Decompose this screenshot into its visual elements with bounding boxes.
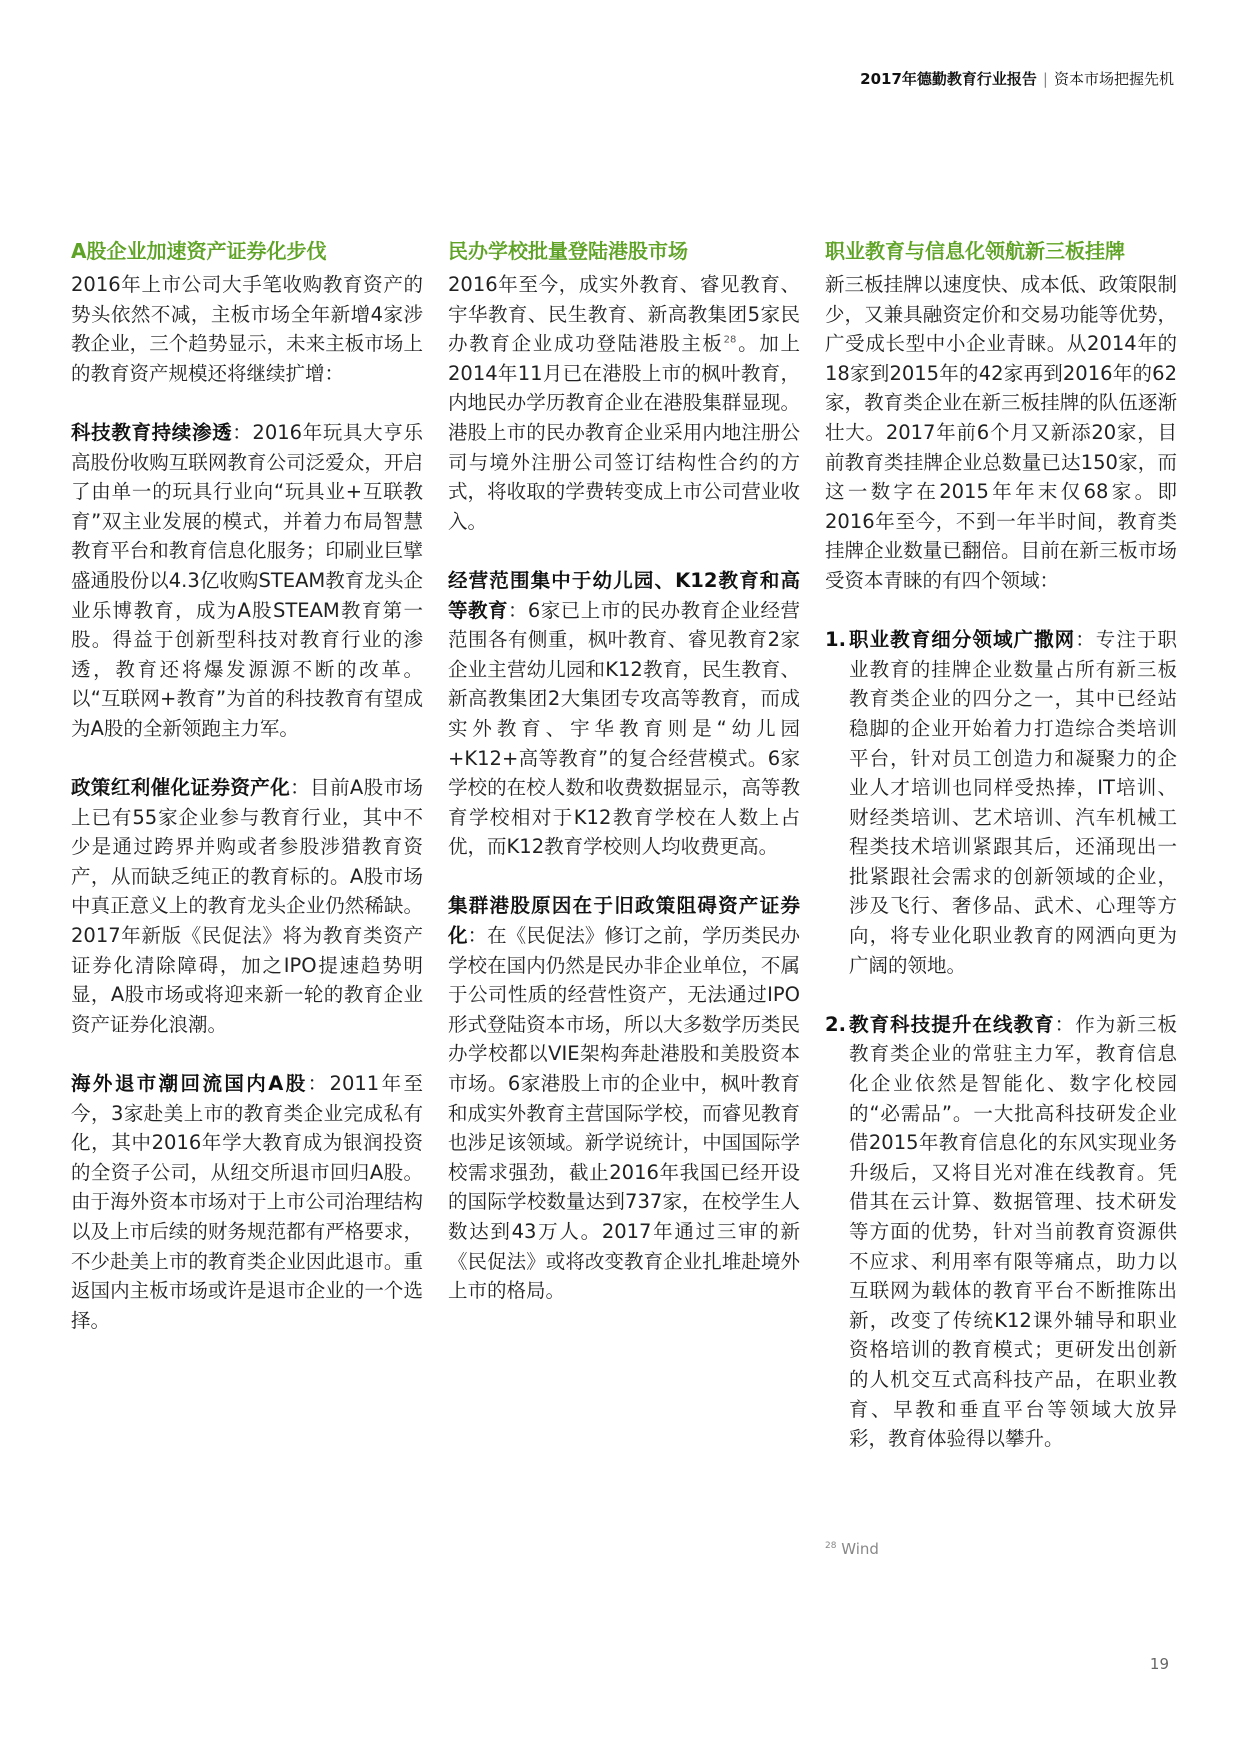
paragraph-tech-education: 科技教育持续渗透：2016年玩具大亨乐高股份收购互联网教育公司泛爱众，开启了由单一的玩具行业向“玩具业+互联教育”双主业发展的模式，并着力布局智慧教育平台和教育信息化服务；印刷业巨擘盛通股份以4.3亿收购STEAM教育龙头企业乐博教育，成为A股STEAM教育第一股。得益于创新型科技对教育行业的渗透，教育还将爆发源源不断的改革。以“互联网+教育”为首的科技教育有望成为A股的全新领跑主力军。 xyxy=(71,420,423,740)
list-item-edtech: 2. 教育科技提升在线教育：作为新三板教育类企业的常驻主力军，教育信息化企业依然是智能化、数字化校园的“必需品”。一大批高科技研发企业借2015年教育信息化的东风实现业务升级后，又将目光对准在线教育。凭借其在云计算、数据管理、技术研发等方面的优势，针对当前教育资源供不应求、利用率有限等痛点，助力以互联网为载体的教育平台不断推陈出新，改变了传统K12课外辅导和职业资格培训的教育模式；更研发出创新的人机交互式高科技产品，在职业教育、早教和垂直平台等领域大放异彩，教育体验得以攀升。 xyxy=(825,1010,1177,1454)
footnote-marker: 28 xyxy=(825,1541,837,1551)
column-neeq xyxy=(825,239,1177,1483)
list-number: 1. xyxy=(825,628,846,652)
list-number: 2. xyxy=(825,1012,846,1036)
paragraph-delisting: 海外退市潮回流国内A股：2011年至今，3家赴美上市的教育类企业完成私有化，其中2016年学大教育成为银润投资的全资子公司，从纽交所退市回归A股。由于海外资本市场对于上市公司治理结构以及上市后续的财务规范都有严格要求，不少赴美上市的教育类企业因此退市。重返国内主板市场或许是退市企业的一个选择。 xyxy=(71,1072,423,1332)
column-a-share xyxy=(71,239,423,1365)
bold-lead: 集群港股原因在于旧政策阻碍资产证券化 xyxy=(448,894,800,948)
report-subtitle: 资本市场把握先机 xyxy=(1053,70,1174,88)
paragraph-business-scope: 经营范围集中于幼儿园、K12教育和高等教育：6家已上市的民办教育企业经营范围各有侧重，枫叶教育、睿见教育2家企业主营幼儿园和K12教育，民生教育、新高教集团2大集团专攻高等教育，而成实外教育、宇华教育则是“幼儿园+K12+高等教育”的复合经营模式。6家学校的在校人数和收费数据显示，高等教育学校相对于K12教育学校在人数上占优，而K12教育学校则人均收费更高。 xyxy=(448,568,800,859)
list-item-vocational: 1. 职业教育细分领域广撒网：专注于职业教育的挂牌企业数量占所有新三板教育类企业的四分之一，其中已经站稳脚的企业开始着力打造综合类培训平台，针对员工创造力和凝聚力的企业人才培训也同样受热捧，IT培训、财经类培训、艺术培训、汽车机械工程类技术培训紧跟其后，还涌现出一批紧跟社会需求的创新领域的企业，涉及飞行、奢侈品、武术、心理等方向，将专业化职业教育的网洒向更为广阔的领地。 xyxy=(825,625,1177,980)
report-title: 2017年德勤教育行业报告 xyxy=(860,70,1037,88)
page-header xyxy=(860,68,1174,89)
paragraph-hk-cluster-reason: 集群港股原因在于旧政策阻碍资产证券化：在《民促法》修订之前，学历类民办学校在国内仍然是民办非企业单位，不属于公司性质的经营性资产，无法通过IPO形式登陆资本市场，所以大多数学历类民办学校都以VIE架构奔赴港股和美股资本市场。6家港股上市的企业中，枫叶教育和成实外教育主营国际学校，而睿见教育也涉足该领域。新学说统计，中国国际学校需求强劲，截止2016年我国已经开设的国际学校数量达到737家，在校学生人数达到43万人。2017年通过三审的新《民促法》或将改变教育企业扎堆赴境外上市的格局。 xyxy=(448,894,800,1303)
footnote-text: Wind xyxy=(836,1540,879,1558)
paragraph-intro: 2016年至今，成实外教育、睿见教育、宇华教育、民生教育、新高教集团5家民办教育企业成功登陆港股主板$^{28}$。加上2014年11月已在港股上市的枫叶教育，内地民办学历教育企业在港股集群显现。港股上市的民办教育企业采用内地注册公司与境外注册公司签订结构性合约的方式，将收取的学费转变成上市公司营业收入。 xyxy=(448,273,800,533)
column-hk-listing xyxy=(448,239,800,1335)
header-separator: | xyxy=(1042,70,1048,88)
bold-lead: 教育科技提升在线教育 xyxy=(849,1012,1055,1036)
bold-lead: 经营范围集中于幼儿园、K12教育和高等教育 xyxy=(448,568,800,622)
paragraph-intro: 新三板挂牌以速度快、成本低、政策限制少，又兼具融资定价和交易功能等优势，广受成长型中小企业青睐。从2014年的18家到2015年的42家再到2016年的62家，教育类企业在新三板挂牌的队伍逐渐壮大。2017年前6个月又新添20家，目前教育类挂牌企业总数量已达150家，而这一数字在2015年年末仅68家。即2016年至今，不到一年半时间，教育类挂牌企业数量已翻倍。目前在新三板市场受资本青睐的有四个领域： xyxy=(825,273,1177,592)
footnote-ref[interactable]: 28 xyxy=(723,334,737,346)
section-heading-a-share: A股企业加速资产证券化步伐 xyxy=(71,239,327,263)
footnote xyxy=(825,1540,879,1558)
bold-lead: 职业教育细分领域广撒网 xyxy=(849,628,1076,652)
bold-lead: 科技教育持续渗透 xyxy=(71,420,233,444)
page-number: 19 xyxy=(1149,1655,1169,1673)
bold-lead: 政策红利催化证券资产化 xyxy=(71,776,291,800)
bold-lead: 海外退市潮回流国内A股 xyxy=(71,1072,308,1096)
paragraph-policy: 政策红利催化证券资产化：目前A股市场上已有55家企业参与教育行业，其中不少是通过跨界并购或者参股涉猎教育资产，从而缺乏纯正的教育标的。A股市场中真正意义上的教育龙头企业仍然稀缺。2017年新版《民促法》将为教育类资产证券化清除障碍，加之IPO提速趋势明显，A股市场或将迎来新一轮的教育企业资产证券化浪潮。 xyxy=(71,776,423,1036)
section-heading-hk-listing: 民办学校批量登陆港股市场 xyxy=(448,239,688,263)
paragraph-intro: 2016年上市公司大手笔收购教育资产的势头依然不减，主板市场全年新增4家涉教企业，三个趋势显示，未来主板市场上的教育资产规模还将继续扩增： xyxy=(71,273,423,385)
section-heading-neeq: 职业教育与信息化领航新三板挂牌 xyxy=(825,239,1125,263)
